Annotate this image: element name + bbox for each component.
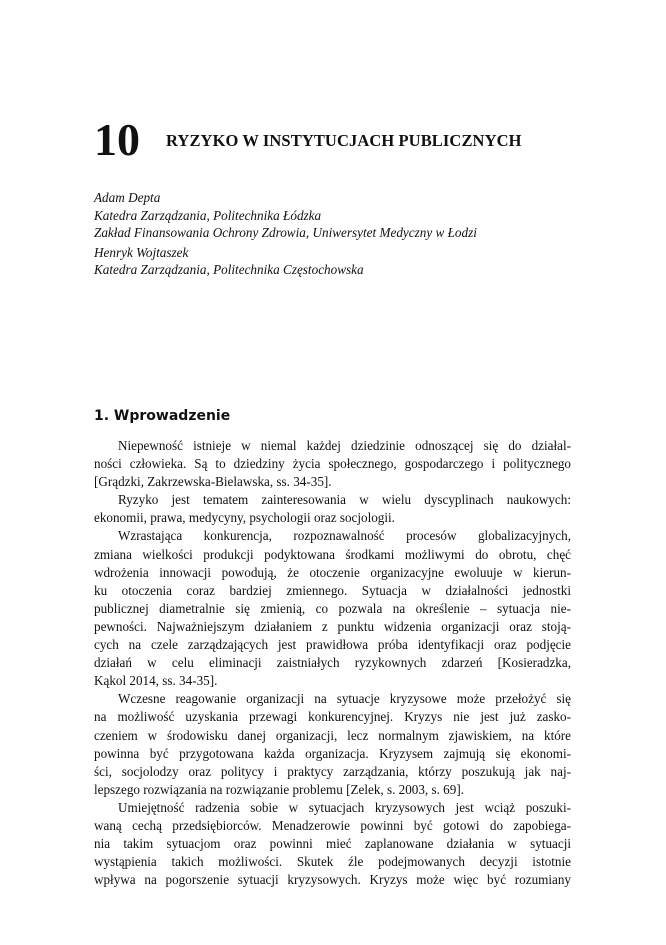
text-line: pewności. Najważniejszym działaniem z punktu widzenia organizacji oraz stoją- bbox=[94, 618, 571, 634]
author-block bbox=[94, 189, 574, 279]
text-line: cych na czele zarządzających jest prawidłowa próba identyfikacji oraz podjęcie bbox=[94, 637, 571, 653]
author-name: Henryk Wojtaszek bbox=[94, 244, 189, 260]
text-line: powinna być przygotowana każda organizacja. Kryzysem zajmują się ekonomi- bbox=[94, 745, 571, 761]
text-line: lepszego rozwiązania na rozwiązanie problemu [Zelek, s. 2003, s. 69]. bbox=[94, 781, 464, 797]
text-line: Wzrastająca konkurencja, rozpoznawalność procesów globalizacyjnych, bbox=[118, 528, 571, 544]
text-line: ści, socjolodzy oraz politycy i praktycy zarządzania, którzy poszukują jak naj- bbox=[94, 763, 571, 779]
text-line: [Grądzki, Zakrzewska-Bielawska, ss. 34-35]. bbox=[94, 474, 332, 490]
text-line: Ryzyko jest tematem zainteresowania w wielu dyscyplinach naukowych: bbox=[118, 492, 571, 508]
text-line: publicznej diametralnie się zmienią, co pozwala na określenie – sytuacja nie- bbox=[94, 600, 571, 616]
text-line: działań w celu eliminacji zaistniałych ryzykownych zdarzeń [Kosieradzka, bbox=[94, 655, 571, 671]
author-affiliation: Katedra Zarządzania, Politechnika Częstochowska bbox=[94, 262, 364, 277]
text-line: Wczesne reagowanie organizacji na sytuacje kryzysowe może przełożyć się bbox=[118, 691, 571, 707]
text-line: wystąpienia takich możliwości. Skutek źle podejmowanych decyzji istotnie bbox=[94, 854, 571, 870]
text-line: nia takim sytuacjom oraz powinni mieć zaplanowane działania w sytuacji bbox=[94, 836, 571, 852]
section-heading: 1. Wprowadzenie bbox=[94, 408, 231, 424]
text-line: na możliwość uzyskania przewagi konkurencyjnej. Kryzys nie jest już zasko- bbox=[94, 709, 571, 725]
author-affiliation: Katedra Zarządzania, Politechnika Łódzka bbox=[94, 207, 322, 223]
chapter-number: 10 bbox=[94, 114, 140, 165]
text-line: wdrożenia innowacji powodują, że otoczenie organizacyjne ewoluuje w kierun- bbox=[94, 564, 571, 580]
author-affiliation: Zakład Finansowania Ochrony Zdrowia, Uniwersytet Medyczny w Łodzi bbox=[94, 225, 477, 240]
text-line: waną cechą przedsiębiorców. Menadzerowie powinni być gotowi do zapobiega- bbox=[94, 817, 571, 833]
body-text bbox=[94, 437, 571, 889]
text-line: Kąkol 2014, ss. 34-35]. bbox=[94, 673, 218, 689]
text-line: ności człowieka. Są to dziedziny życia społecznego, gospodarczego i politycznego bbox=[94, 456, 571, 472]
text-line: Niepewność istnieje w niemal każdej dziedzinie odnoszącej się do działal- bbox=[118, 438, 571, 453]
chapter-title: RYZYKO W INSTYTUCJACH PUBLICZNYCH bbox=[166, 131, 522, 150]
text-line: Umiejętność radzenia sobie w sytuacjach kryzysowych jest wciąż poszuki- bbox=[118, 799, 571, 815]
text-line: czeniem w środowisku danej organizacji, lecz normalnym zjawiskiem, na które bbox=[94, 727, 571, 743]
text-line: ekonomii, prawa, medycyny, psychologii oraz socjologii. bbox=[94, 510, 395, 526]
text-line: ku otoczenia coraz bardziej zmiennego. Sytuacja w działalności jednostki bbox=[94, 582, 571, 598]
text-line: wpływa na pogorszenie sytuacji kryzysowych. Kryzys może więc być rozumiany bbox=[94, 872, 571, 888]
author-name: Adam Depta bbox=[94, 190, 161, 205]
text-line: zmiana wielkości produkcji podyktowana środkami możliwymi do obrotu, chęć bbox=[94, 546, 571, 562]
